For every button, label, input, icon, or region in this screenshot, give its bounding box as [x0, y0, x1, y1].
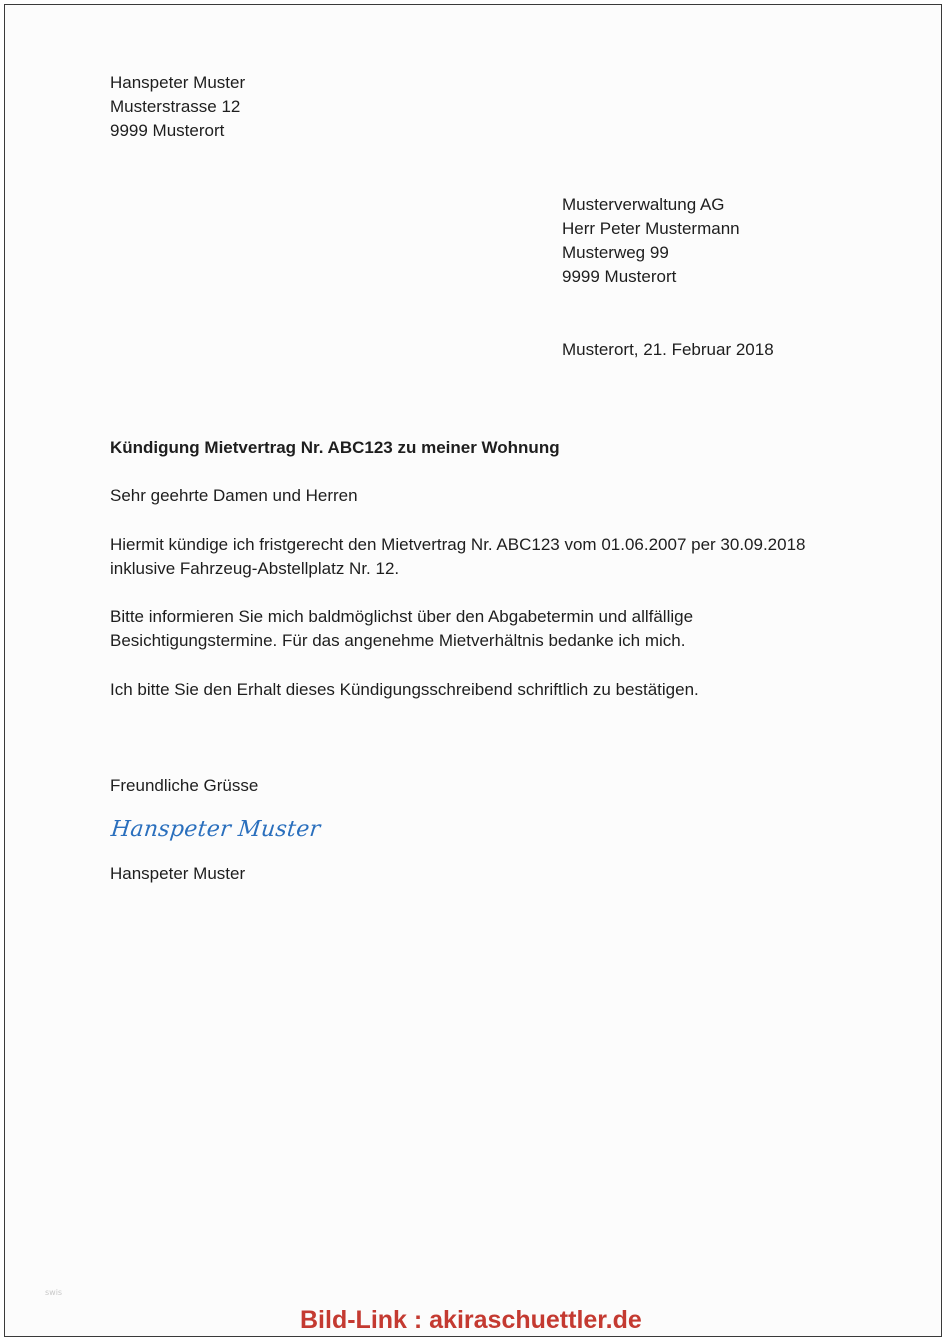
sender-street: Musterstrasse 12: [110, 97, 241, 116]
letter-date: Musterort, 21. Februar 2018: [562, 340, 774, 359]
paragraph-line: Bitte informieren Sie mich baldmöglichst über den Abgabetermin und allfällige: [110, 607, 694, 626]
paragraph-line: Hiermit kündige ich fristgerecht den Mietvertrag Nr. ABC123 vom 01.06.2007 per 30.09.2018: [110, 535, 806, 554]
body-paragraph-3: Ich bitte Sie den Erhalt dieses Kündigungsschreibend schriftlich zu bestätigen.: [110, 680, 699, 699]
sender-address: [110, 71, 245, 143]
image-source-link[interactable]: Bild-Link : akiraschuettler.de: [300, 1306, 642, 1334]
salutation: Sehr geehrte Damen und Herren: [110, 486, 358, 505]
recipient-person: Herr Peter Mustermann: [562, 219, 740, 238]
sender-city: 9999 Musterort: [110, 121, 225, 140]
paragraph-line: inklusive Fahrzeug-Abstellplatz Nr. 12.: [110, 559, 400, 578]
body-paragraph-2: [110, 605, 693, 653]
recipient-city: 9999 Musterort: [562, 267, 677, 286]
faint-watermark: swis: [45, 1288, 63, 1297]
closing-phrase: Freundliche Grüsse: [110, 776, 259, 795]
body-paragraph-1: [110, 533, 806, 581]
signer-name: Hanspeter Muster: [110, 864, 246, 883]
handwritten-signature: Hanspeter Muster: [109, 817, 322, 842]
letter-subject: Kündigung Mietvertrag Nr. ABC123 zu meiner Wohnung: [110, 438, 560, 457]
letter-page: [4, 4, 942, 1337]
recipient-company: Musterverwaltung AG: [562, 195, 725, 214]
recipient-address: [562, 193, 740, 289]
recipient-street: Musterweg 99: [562, 243, 669, 262]
paragraph-line: Besichtigungstermine. Für das angenehme Mietverhältnis bedanke ich mich.: [110, 631, 686, 650]
sender-name: Hanspeter Muster: [110, 73, 246, 92]
